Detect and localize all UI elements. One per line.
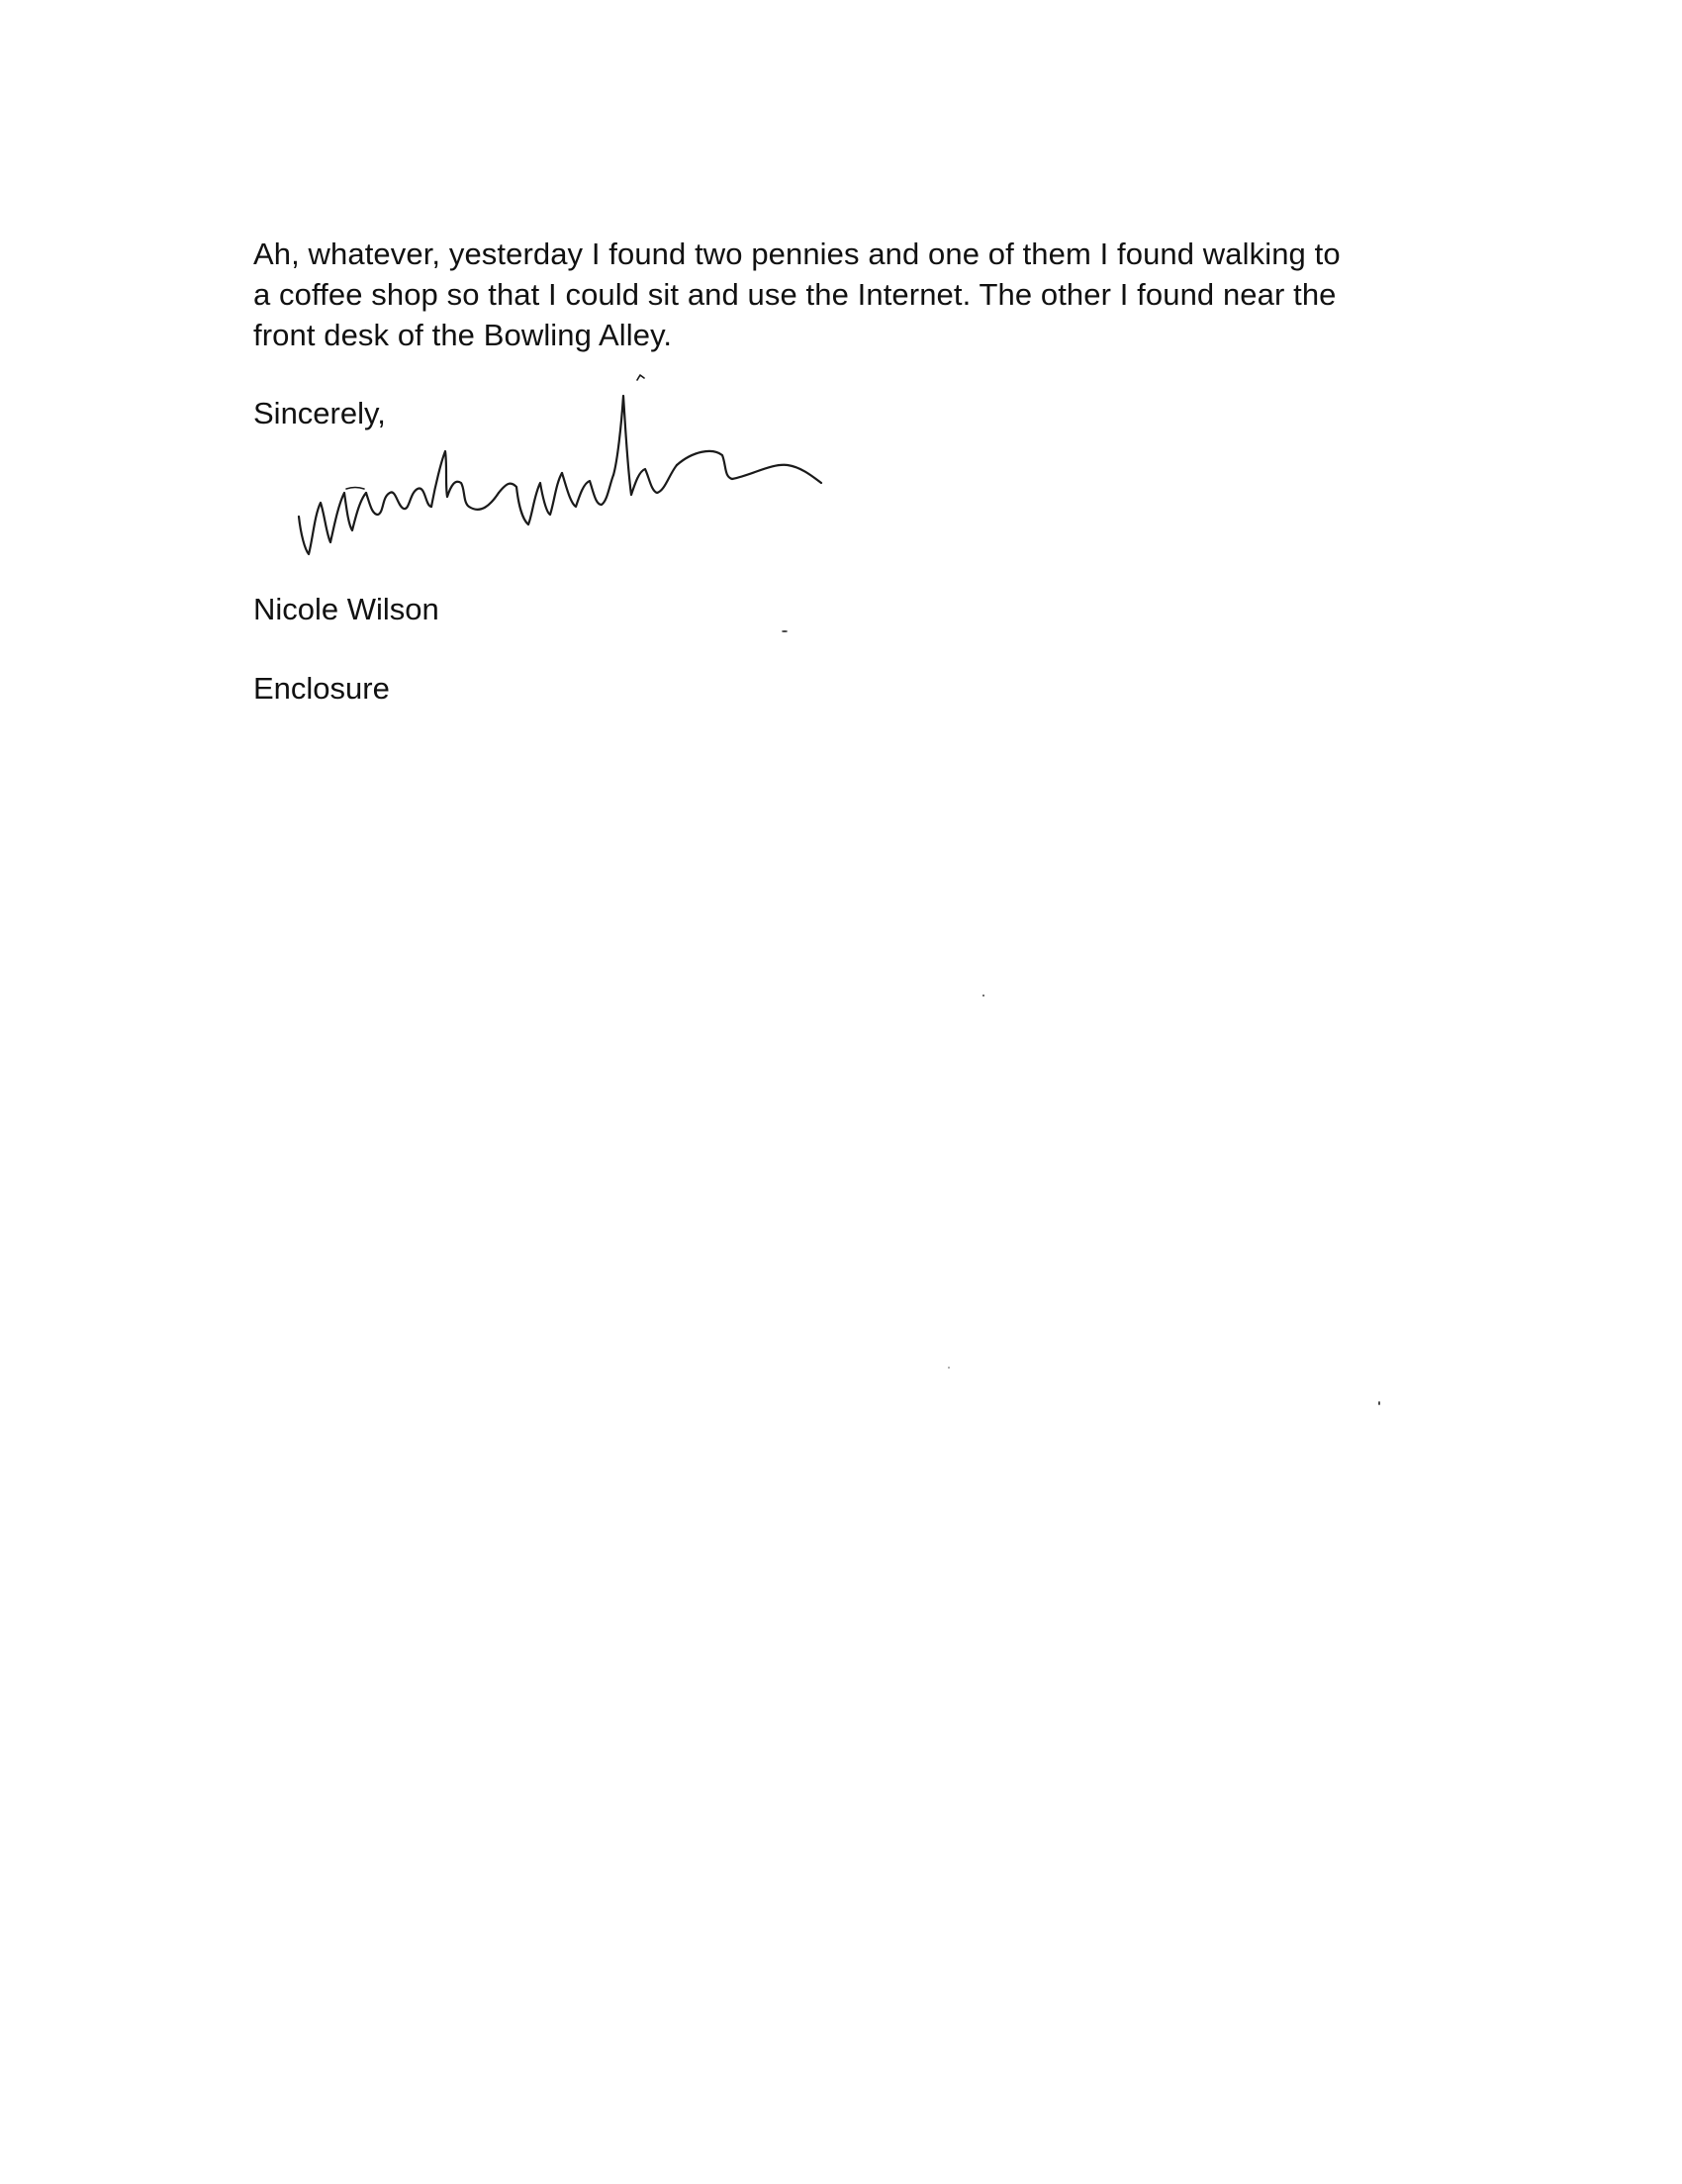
letter-body-paragraph [253,234,1441,355]
scan-speck [782,630,788,632]
scan-speck [948,1367,950,1369]
enclosure-notation: Enclosure [253,671,390,706]
signer-name: Nicole Wilson [253,592,439,626]
body-line-2: a coffee shop so that I could sit and use the Internet. The other I found near the [253,277,1337,312]
body-line-3: front desk of the Bowling Alley. [253,318,673,352]
handwritten-signature [287,366,861,574]
scan-speck [982,995,984,997]
body-line-1: Ah, whatever, yesterday I found two pennies and one of them I found walking to [253,237,1341,271]
scan-speck [1378,1401,1380,1405]
closing-salutation: Sincerely, [253,396,386,430]
